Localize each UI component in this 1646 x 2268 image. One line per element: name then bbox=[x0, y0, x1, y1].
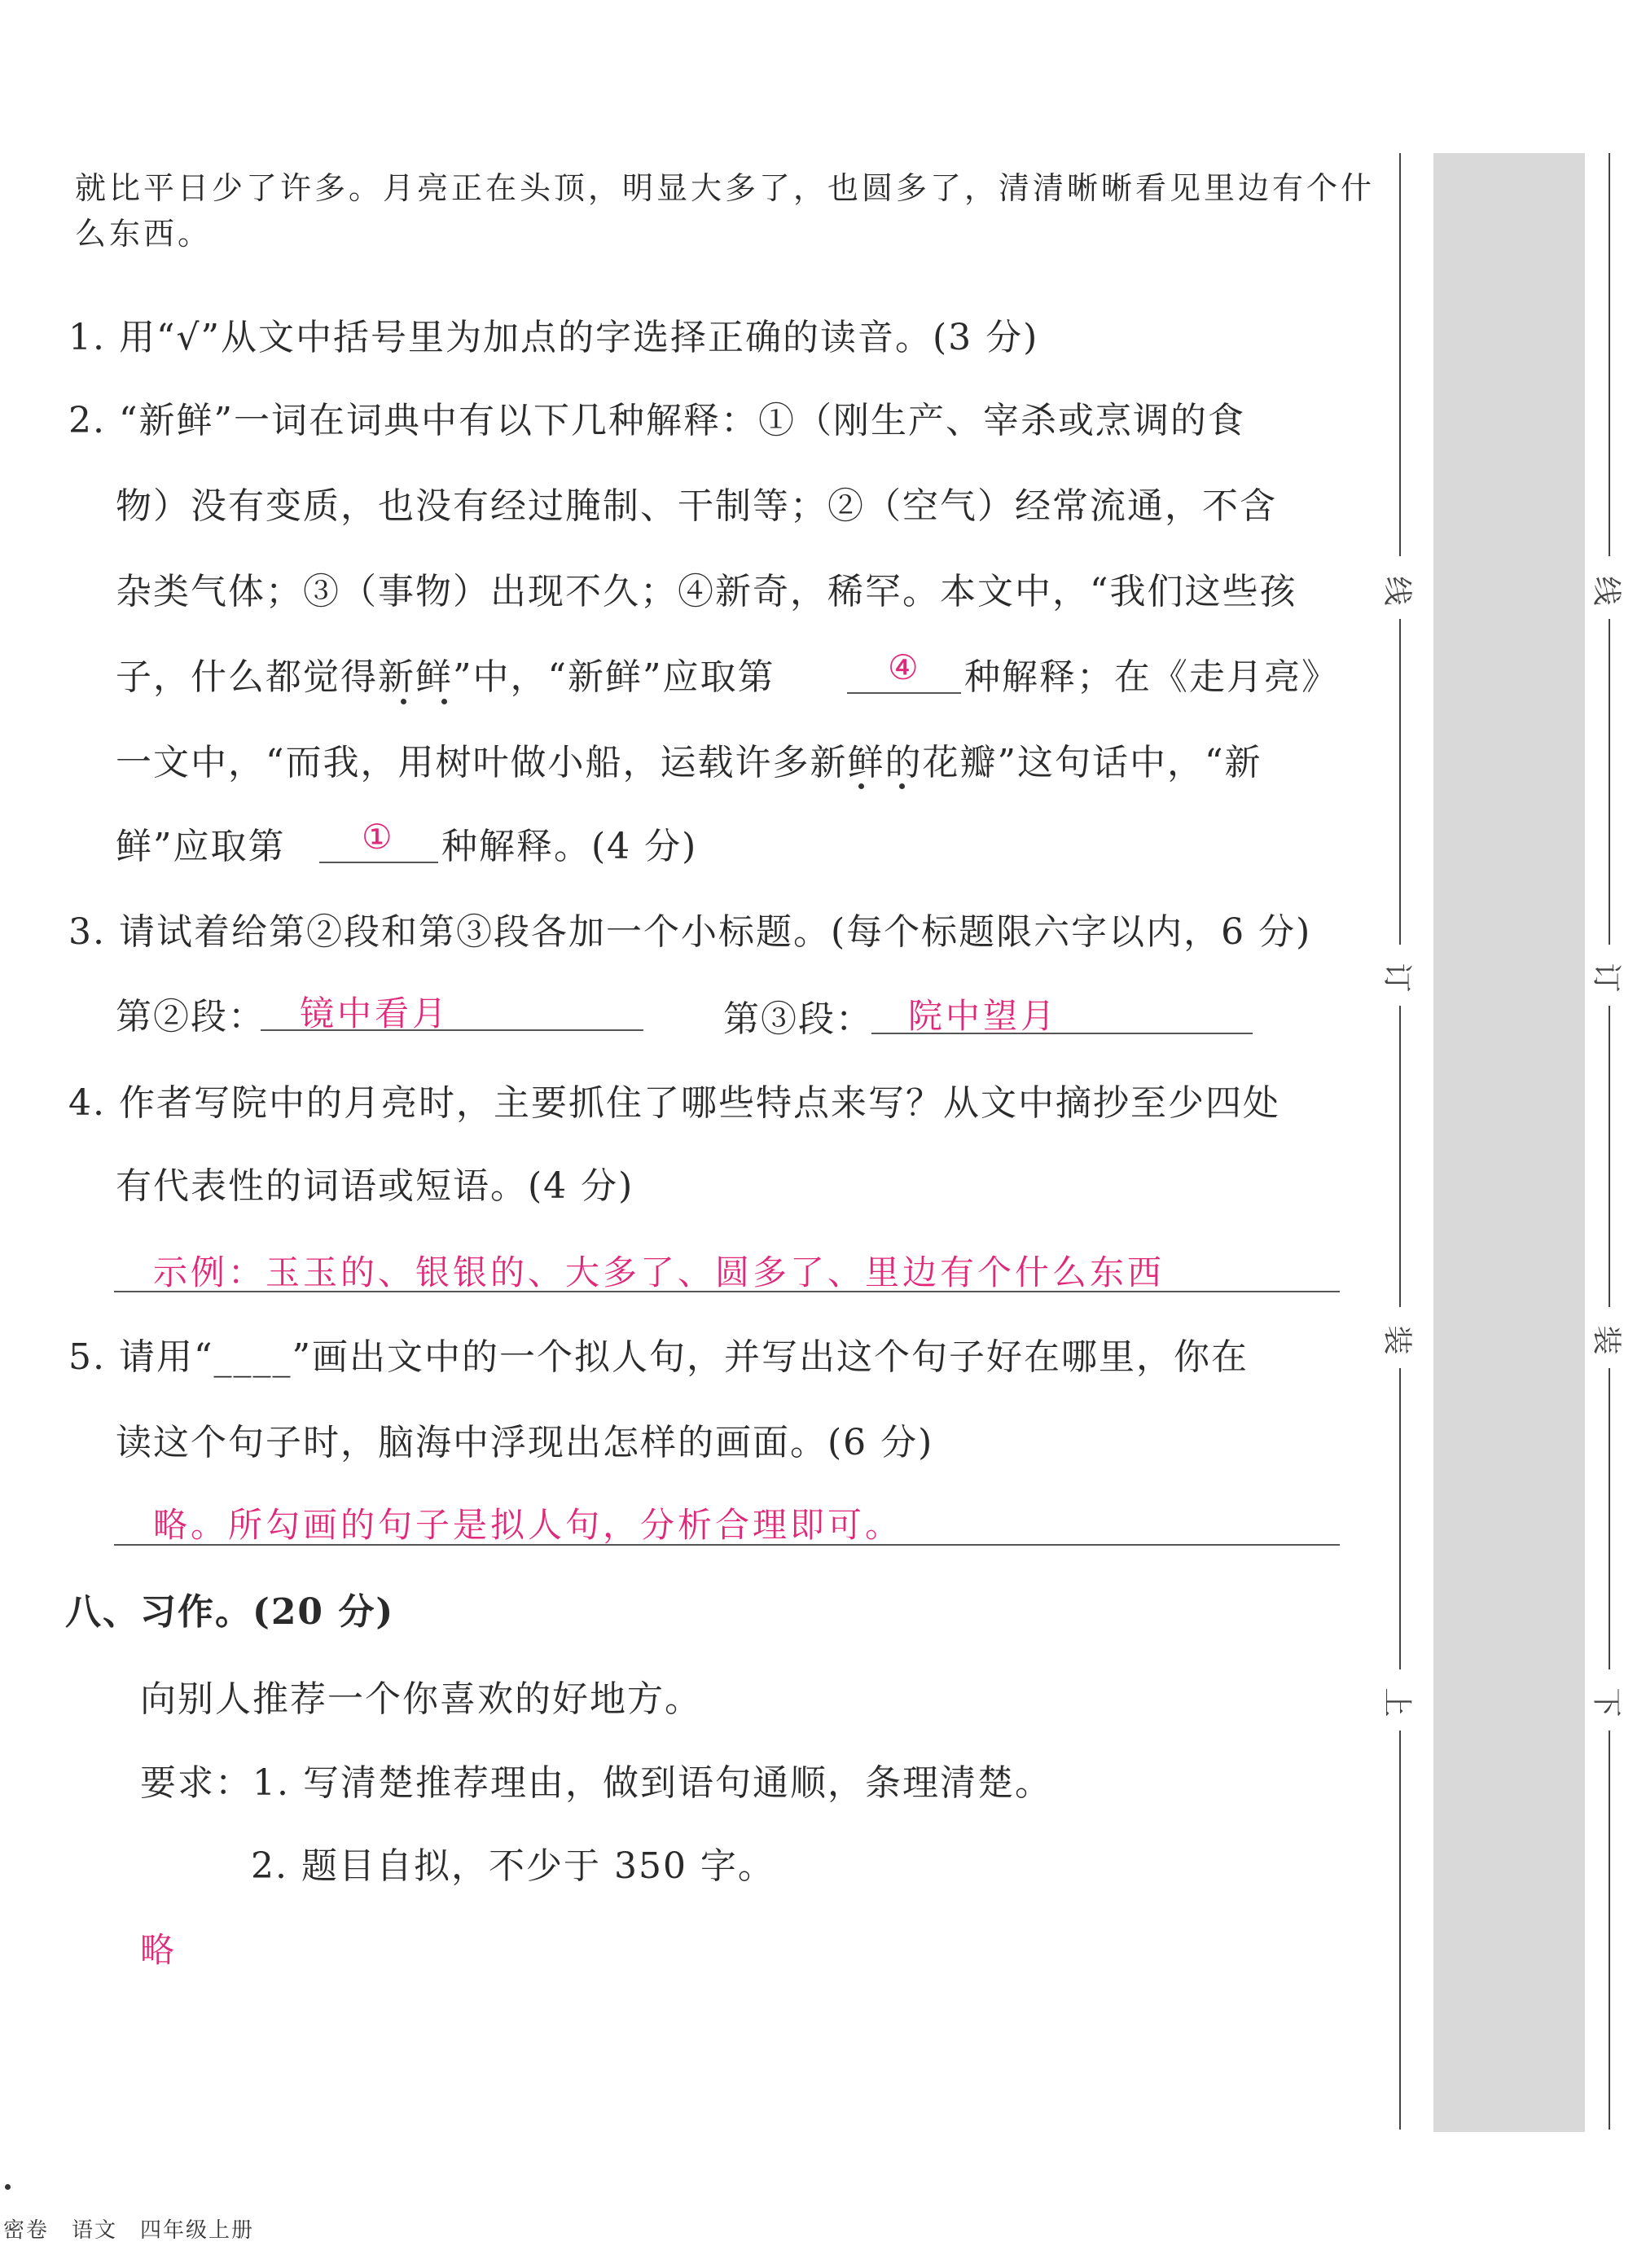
answer-underline bbox=[114, 1291, 1340, 1292]
answer-q2-blank-2: ① bbox=[362, 817, 396, 857]
binding-line bbox=[1609, 1368, 1610, 1669]
question-2-line-6b: 种解释。(4 分) bbox=[441, 826, 698, 867]
binding-char-xian: 线 bbox=[1380, 576, 1414, 606]
section-8-requirement-1: 要求：1. 写清楚推荐理由，做到语句通顺，条理清楚。 bbox=[140, 1762, 1052, 1804]
binding-gray-band bbox=[1433, 153, 1585, 2132]
binding-char-xian: 线 bbox=[1589, 576, 1623, 606]
binding-char-zhuang: 装 bbox=[1589, 1325, 1623, 1355]
binding-line bbox=[1609, 153, 1610, 556]
question-4-line-1: 4. 作者写院中的月亮时，主要抓住了哪些特点来写？从文中摘抄至少四处 bbox=[68, 1082, 1280, 1124]
question-2-line-5: 一文中，“而我，用树叶做小船，运载许多新鲜的花瓣”这句话中，“新 bbox=[116, 742, 1262, 783]
answer-q3-para2: 镜中看月 bbox=[300, 994, 450, 1033]
answer-q2-blank-1: ④ bbox=[888, 647, 922, 687]
question-2-line-4b: 种解释；在《走月亮》 bbox=[964, 656, 1339, 698]
binding-char-xia: 下 bbox=[1589, 1687, 1623, 1717]
emphasis-dot bbox=[401, 699, 406, 704]
section-8-requirement-2: 2. 题目自拟，不少于 350 字。 bbox=[251, 1845, 775, 1887]
passage-line-2: 么东西。 bbox=[75, 216, 213, 252]
binding-line bbox=[1609, 1731, 1610, 2130]
emphasis-dot bbox=[899, 783, 905, 789]
answer-q4: 示例：玉玉的、银银的、大多了、圆多了、里边有个什么东西 bbox=[153, 1252, 1165, 1292]
answer-underline bbox=[114, 1544, 1340, 1546]
blank-underline bbox=[319, 862, 438, 863]
binding-char-zhuang: 装 bbox=[1380, 1325, 1414, 1355]
binding-line bbox=[1399, 153, 1401, 556]
binding-line bbox=[1399, 1368, 1401, 1669]
binding-char-ding: 订 bbox=[1380, 963, 1414, 993]
answer-underline bbox=[261, 1029, 643, 1031]
question-2-line-2: 物）没有变质，也没有经过腌制、干制等；②（空气）经常流通，不含 bbox=[116, 485, 1277, 527]
question-5-line-2: 读这个句子时，脑海中浮现出怎样的画面。(6 分) bbox=[116, 1422, 934, 1463]
question-1: 1. 用“√”从文中括号里为加点的字选择正确的读音。(3 分) bbox=[68, 317, 1039, 358]
binding-line bbox=[1399, 1731, 1401, 2130]
question-4-line-2: 有代表性的词语或短语。(4 分) bbox=[116, 1165, 634, 1207]
binding-line bbox=[1609, 1006, 1610, 1307]
binding-char-shang: 上 bbox=[1380, 1687, 1414, 1717]
question-2-line-3: 杂类气体；③（事物）出现不久；④新奇，稀罕。本文中，“我们这些孩 bbox=[116, 571, 1297, 612]
emphasis-dot bbox=[858, 783, 864, 789]
question-2-line-4a: 子，什么都觉得新鲜”中，“新鲜”应取第 bbox=[116, 656, 775, 698]
footer-dot bbox=[5, 2184, 11, 2190]
passage-line-1: 就比平日少了许多。月亮正在头顶，明显大多了，也圆多了，清清晰晰看见里边有个什 bbox=[75, 170, 1376, 206]
question-3: 3. 请试着给第②段和第③段各加一个小标题。(每个标题限六字以内，6 分) bbox=[68, 911, 1312, 953]
answer-section-8: 略 bbox=[140, 1930, 178, 1970]
binding-line bbox=[1399, 1006, 1401, 1307]
binding-line bbox=[1399, 619, 1401, 945]
emphasis-dot bbox=[441, 699, 447, 704]
answer-underline bbox=[871, 1033, 1253, 1034]
answer-q5: 略。所勾画的句子是拟人句，分析合理即可。 bbox=[153, 1505, 903, 1545]
section-8-prompt: 向别人推荐一个你喜欢的好地方。 bbox=[140, 1678, 702, 1720]
section-8-title: 八、习作。(20 分) bbox=[65, 1591, 395, 1633]
question-5-line-1: 5. 请用“____”画出文中的一个拟人句，并写出这个句子好在哪里，你在 bbox=[68, 1336, 1249, 1378]
footer-text: 密卷 语文 四年级上册 bbox=[3, 2218, 255, 2243]
answer-q3-para3: 院中望月 bbox=[908, 996, 1059, 1036]
q3-label-para3: 第③段： bbox=[723, 998, 873, 1040]
question-2-line-1: 2. “新鲜”一词在词典中有以下几种解释：①（刚生产、宰杀或烹调的食 bbox=[68, 400, 1245, 441]
binding-char-ding: 订 bbox=[1589, 963, 1623, 993]
question-2-line-6a: 鲜”应取第 bbox=[116, 826, 286, 867]
blank-underline bbox=[847, 692, 961, 694]
q3-label-para2: 第②段： bbox=[116, 996, 266, 1037]
binding-line bbox=[1609, 619, 1610, 945]
